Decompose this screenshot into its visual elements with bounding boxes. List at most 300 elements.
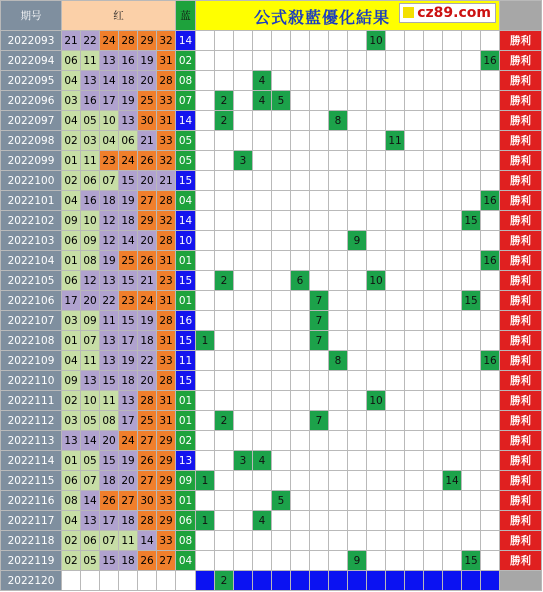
kill-grid-cell: [253, 411, 272, 431]
header-row: [1, 1, 542, 31]
result-badge: 勝利: [500, 291, 542, 311]
kill-grid-cell: [386, 271, 405, 291]
kill-grid-cell: [310, 231, 329, 251]
red-ball-cell: 02: [62, 171, 81, 191]
red-ball-cell: 29: [138, 31, 157, 51]
kill-grid-cell: [405, 171, 424, 191]
kill-grid-cell: [196, 111, 215, 131]
draw-row: [1, 131, 542, 151]
kill-grid-cell: [405, 351, 424, 371]
blue-ball-cell: 02: [176, 431, 196, 451]
kill-grid-cell: [196, 351, 215, 371]
kill-grid-cell: [348, 91, 367, 111]
red-ball-cell: 01: [62, 331, 81, 351]
kill-grid-cell: [291, 531, 310, 551]
kill-grid-cell: [215, 351, 234, 371]
kill-grid-cell: [310, 351, 329, 371]
red-ball-cell: 31: [157, 111, 176, 131]
kill-grid-cell: [367, 411, 386, 431]
red-ball-cell: 04: [62, 511, 81, 531]
kill-grid-cell: [291, 491, 310, 511]
kill-grid-cell: [405, 491, 424, 511]
kill-grid-cell: [253, 191, 272, 211]
red-ball-cell: 18: [100, 191, 119, 211]
kill-grid-cell: [443, 251, 462, 271]
kill-grid-cell: [272, 211, 291, 231]
kill-grid-cell: [481, 511, 500, 531]
kill-grid-cell: [272, 511, 291, 531]
result-badge: 勝利: [500, 51, 542, 71]
kill-grid-cell: [253, 331, 272, 351]
kill-grid-cell: [443, 331, 462, 351]
kill-grid-cell: [386, 151, 405, 171]
kill-grid-cell: [215, 291, 234, 311]
red-ball-cell: 03: [62, 91, 81, 111]
kill-grid-cell: [386, 71, 405, 91]
red-ball-cell: 32: [157, 31, 176, 51]
kill-grid-cell: [405, 151, 424, 171]
period-cell: 2022094: [1, 51, 62, 71]
kill-grid-cell: [367, 531, 386, 551]
period-cell: 2022118: [1, 531, 62, 551]
red-ball-cell: 09: [81, 311, 100, 331]
kill-grid-cell: [234, 211, 253, 231]
draw-row: [1, 431, 542, 451]
red-ball-cell: 23: [100, 151, 119, 171]
draw-row: [1, 271, 542, 291]
kill-grid-cell: [253, 111, 272, 131]
kill-grid-cell: [215, 331, 234, 351]
killed-blue-number: 4: [253, 71, 272, 91]
killed-blue-number: 11: [386, 131, 405, 151]
kill-grid-cell: [329, 51, 348, 71]
killed-blue-number: 4: [253, 451, 272, 471]
period-cell: 2022119: [1, 551, 62, 571]
red-balls-header: 红: [62, 1, 176, 31]
kill-grid-cell: [367, 71, 386, 91]
killed-blue-number: 2: [215, 91, 234, 111]
draw-row: [1, 31, 542, 51]
kill-grid-cell: [443, 191, 462, 211]
killed-blue-number: 1: [196, 471, 215, 491]
period-cell: 2022105: [1, 271, 62, 291]
kill-grid-cell: [329, 131, 348, 151]
kill-grid-cell: [196, 431, 215, 451]
period-cell: 2022099: [1, 151, 62, 171]
red-ball-cell: 13: [100, 351, 119, 371]
kill-grid-cell: [272, 371, 291, 391]
red-ball-cell: 04: [62, 111, 81, 131]
red-ball-cell: 09: [62, 371, 81, 391]
blue-ball-cell: 01: [176, 291, 196, 311]
kill-grid-cell: [310, 191, 329, 211]
kill-grid-cell: [291, 31, 310, 51]
kill-grid-cell: [291, 131, 310, 151]
kill-grid-cell: [443, 91, 462, 111]
kill-grid-cell: [234, 131, 253, 151]
red-ball-cell: 05: [81, 551, 100, 571]
kill-grid-cell: [272, 171, 291, 191]
kill-grid-cell: [462, 371, 481, 391]
kill-grid-cell: [405, 551, 424, 571]
kill-grid-cell: [253, 491, 272, 511]
killed-blue-number: 8: [329, 111, 348, 131]
kill-grid-cell: [310, 391, 329, 411]
kill-grid-cell: [348, 71, 367, 91]
kill-grid-cell: [348, 531, 367, 551]
kill-grid-cell: [348, 251, 367, 271]
kill-grid-cell: [367, 151, 386, 171]
kill-grid-cell: [272, 251, 291, 271]
kill-grid-cell: [405, 51, 424, 71]
kill-grid-cell: [215, 491, 234, 511]
red-ball-cell: 13: [62, 431, 81, 451]
blue-ball-cell: 08: [176, 531, 196, 551]
red-ball-cell: 12: [100, 231, 119, 251]
red-ball-cell: 20: [138, 71, 157, 91]
kill-grid-cell: [196, 91, 215, 111]
kill-grid-cell: [348, 151, 367, 171]
killed-blue-number: 10: [367, 271, 386, 291]
kill-grid-cell: [291, 231, 310, 251]
kill-grid-cell: [405, 391, 424, 411]
kill-grid-cell: [367, 451, 386, 471]
kill-grid-cell: [291, 191, 310, 211]
red-ball-cell: 17: [100, 91, 119, 111]
kill-grid-cell: [462, 471, 481, 491]
kill-grid-cell: [405, 111, 424, 131]
result-badge: 勝利: [500, 451, 542, 471]
kill-grid-cell: [215, 391, 234, 411]
kill-grid-cell: [253, 371, 272, 391]
red-ball-cell: 12: [81, 271, 100, 291]
draw-row: [1, 511, 542, 531]
red-ball-cell: 18: [119, 211, 138, 231]
kill-grid-cell: [386, 251, 405, 271]
red-ball-cell: [138, 571, 157, 591]
page-title: 公式殺藍優化結果: [254, 8, 391, 27]
period-header: 期号: [1, 1, 62, 31]
kill-grid-cell: [367, 371, 386, 391]
red-ball-cell: 05: [81, 451, 100, 471]
kill-grid-cell: [424, 271, 443, 291]
result-header: [500, 1, 542, 31]
result-badge: 勝利: [500, 411, 542, 431]
blue-ball-cell: 01: [176, 391, 196, 411]
kill-grid-cell: [367, 91, 386, 111]
red-ball-cell: 04: [62, 351, 81, 371]
kill-grid-cell: [481, 531, 500, 551]
red-ball-cell: 32: [157, 151, 176, 171]
red-ball-cell: 31: [157, 51, 176, 71]
kill-grid-cell: [386, 91, 405, 111]
kill-grid-cell: [481, 31, 500, 51]
kill-grid-cell: [462, 571, 481, 591]
red-ball-cell: 28: [157, 231, 176, 251]
kill-grid-cell: [462, 251, 481, 271]
blue-ball-cell: 06: [176, 511, 196, 531]
kill-grid-cell: [215, 231, 234, 251]
kill-grid-cell: [215, 51, 234, 71]
kill-grid-cell: [329, 471, 348, 491]
kill-grid-cell: [310, 51, 329, 71]
killed-blue-number: 15: [462, 291, 481, 311]
kill-grid-cell: [367, 111, 386, 131]
red-ball-cell: 03: [62, 311, 81, 331]
kill-grid-cell: [348, 431, 367, 451]
blue-ball-cell: 16: [176, 311, 196, 331]
red-ball-cell: 11: [100, 311, 119, 331]
red-ball-cell: 19: [100, 251, 119, 271]
kill-grid-cell: [424, 251, 443, 271]
red-ball-cell: 06: [119, 131, 138, 151]
red-ball-cell: 01: [62, 251, 81, 271]
kill-grid-cell: [367, 191, 386, 211]
kill-grid-cell: [462, 31, 481, 51]
draw-row: [1, 531, 542, 551]
kill-grid-cell: [215, 551, 234, 571]
red-ball-cell: 16: [119, 51, 138, 71]
kill-grid-cell: [215, 251, 234, 271]
kill-grid-cell: [253, 311, 272, 331]
kill-grid-cell: [310, 531, 329, 551]
red-ball-cell: 29: [157, 511, 176, 531]
kill-grid-cell: [462, 391, 481, 411]
kill-grid-cell: [310, 491, 329, 511]
red-ball-cell: [100, 571, 119, 591]
red-ball-cell: 26: [100, 491, 119, 511]
kill-grid-cell: [424, 511, 443, 531]
result-badge: 勝利: [500, 211, 542, 231]
red-ball-cell: 14: [81, 431, 100, 451]
kill-grid-cell: [462, 331, 481, 351]
kill-grid-cell: [253, 571, 272, 591]
kill-grid-cell: [424, 231, 443, 251]
kill-grid-cell: [405, 131, 424, 151]
red-ball-cell: 19: [138, 311, 157, 331]
kill-grid-cell: [234, 231, 253, 251]
kill-grid-cell: [291, 331, 310, 351]
kill-grid-cell: [234, 471, 253, 491]
red-ball-cell: 23: [157, 271, 176, 291]
red-ball-cell: 21: [138, 271, 157, 291]
kill-grid-cell: [405, 531, 424, 551]
red-ball-cell: 14: [100, 71, 119, 91]
kill-grid-cell: [443, 131, 462, 151]
result-badge: 勝利: [500, 491, 542, 511]
kill-grid-cell: [291, 111, 310, 131]
kill-grid-cell: [405, 251, 424, 271]
kill-grid-cell: [424, 491, 443, 511]
kill-grid-cell: [386, 231, 405, 251]
kill-grid-cell: [462, 191, 481, 211]
killed-blue-number: 5: [272, 491, 291, 511]
kill-grid-cell: [272, 331, 291, 351]
red-ball-cell: 13: [100, 51, 119, 71]
red-ball-cell: 04: [62, 191, 81, 211]
kill-grid-cell: [386, 191, 405, 211]
kill-grid-cell: [348, 491, 367, 511]
kill-grid-cell: [386, 431, 405, 451]
red-ball-cell: 09: [81, 231, 100, 251]
killed-blue-number: 16: [481, 191, 500, 211]
kill-grid-cell: [424, 131, 443, 151]
killed-blue-number: 2: [215, 271, 234, 291]
killed-blue-number: 10: [367, 31, 386, 51]
red-ball-cell: 18: [138, 331, 157, 351]
kill-grid-cell: [424, 111, 443, 131]
kill-grid-cell: [272, 51, 291, 71]
red-ball-cell: 26: [138, 551, 157, 571]
result-badge: 勝利: [500, 431, 542, 451]
kill-grid-cell: [215, 451, 234, 471]
kill-grid-cell: [272, 111, 291, 131]
red-ball-cell: 07: [81, 331, 100, 351]
kill-grid-cell: [386, 331, 405, 351]
kill-grid-cell: [234, 251, 253, 271]
kill-grid-cell: [310, 451, 329, 471]
kill-grid-cell: [424, 411, 443, 431]
red-ball-cell: 22: [100, 291, 119, 311]
period-cell: 2022102: [1, 211, 62, 231]
killed-blue-number: 9: [348, 231, 367, 251]
kill-grid-cell: [329, 231, 348, 251]
result-badge: 勝利: [500, 111, 542, 131]
kill-grid-cell: [443, 371, 462, 391]
kill-grid-cell: [291, 311, 310, 331]
red-ball-cell: 06: [81, 171, 100, 191]
kill-grid-cell: [481, 551, 500, 571]
red-ball-cell: 15: [100, 551, 119, 571]
period-cell: 2022115: [1, 471, 62, 491]
period-cell: 2022113: [1, 431, 62, 451]
kill-grid-cell: [481, 271, 500, 291]
red-ball-cell: 24: [138, 291, 157, 311]
red-ball-cell: 32: [157, 211, 176, 231]
draw-row: [1, 291, 542, 311]
killed-blue-number: 10: [367, 391, 386, 411]
killed-blue-number: 16: [481, 51, 500, 71]
kill-grid-cell: [348, 391, 367, 411]
kill-grid-cell: [424, 31, 443, 51]
result-badge: 勝利: [500, 331, 542, 351]
red-ball-cell: 15: [119, 271, 138, 291]
kill-grid-cell: [272, 231, 291, 251]
red-ball-cell: 12: [100, 211, 119, 231]
red-ball-cell: 05: [81, 111, 100, 131]
kill-grid-cell: [253, 231, 272, 251]
kill-grid-cell: [310, 91, 329, 111]
blue-ball-cell: 04: [176, 191, 196, 211]
kill-grid-cell: [386, 391, 405, 411]
kill-grid-cell: [253, 431, 272, 451]
kill-grid-cell: [386, 111, 405, 131]
kill-grid-cell: [310, 171, 329, 191]
kill-grid-cell: [424, 471, 443, 491]
kill-grid-cell: [291, 451, 310, 471]
kill-grid-cell: [367, 291, 386, 311]
kill-grid-cell: [234, 371, 253, 391]
killed-blue-number: 7: [310, 331, 329, 351]
red-ball-cell: 27: [138, 191, 157, 211]
killed-blue-number: 9: [348, 551, 367, 571]
kill-grid-cell: [253, 351, 272, 371]
kill-grid-cell: [329, 271, 348, 291]
kill-grid-cell: [367, 51, 386, 71]
kill-grid-cell: [196, 131, 215, 151]
red-ball-cell: 28: [157, 311, 176, 331]
kill-grid-cell: [424, 171, 443, 191]
red-ball-cell: 04: [62, 71, 81, 91]
kill-grid-cell: [196, 531, 215, 551]
site-logo[interactable]: [399, 3, 496, 23]
blue-ball-cell: 15: [176, 271, 196, 291]
red-ball-cell: 16: [81, 191, 100, 211]
draw-row: [1, 471, 542, 491]
kill-grid-cell: [424, 311, 443, 331]
kill-grid-cell: [291, 571, 310, 591]
killed-blue-number: 15: [462, 551, 481, 571]
kill-grid-cell: [196, 451, 215, 471]
period-cell: 2022114: [1, 451, 62, 471]
killed-blue-number: 15: [462, 211, 481, 231]
result-badge: 勝利: [500, 391, 542, 411]
kill-grid-cell: [291, 171, 310, 191]
kill-grid-cell: [329, 371, 348, 391]
red-ball-cell: 26: [138, 451, 157, 471]
red-ball-cell: 18: [119, 71, 138, 91]
kill-grid-cell: [481, 331, 500, 351]
kill-grid-cell: [272, 71, 291, 91]
red-ball-cell: 19: [138, 51, 157, 71]
kill-grid-cell: [481, 231, 500, 251]
kill-grid-cell: [348, 191, 367, 211]
red-ball-cell: 27: [119, 491, 138, 511]
blue-ball-header: 蓝: [176, 1, 196, 31]
result-badge: 勝利: [500, 511, 542, 531]
kill-grid-cell: [310, 111, 329, 131]
red-ball-cell: 13: [119, 391, 138, 411]
kill-grid-cell: [253, 551, 272, 571]
kill-grid-cell: [481, 111, 500, 131]
kill-grid-cell: [462, 51, 481, 71]
kill-grid-cell: [367, 231, 386, 251]
kill-grid-cell: [272, 311, 291, 331]
red-ball-cell: 31: [157, 251, 176, 271]
red-ball-cell: 33: [157, 91, 176, 111]
red-ball-cell: 25: [138, 411, 157, 431]
kill-grid-cell: [386, 571, 405, 591]
kill-grid-cell: [405, 471, 424, 491]
kill-grid-cell: [462, 411, 481, 431]
red-ball-cell: [62, 571, 81, 591]
kill-grid-cell: [405, 231, 424, 251]
kill-grid-cell: [443, 351, 462, 371]
draw-row: [1, 191, 542, 211]
killed-blue-number: 2: [215, 111, 234, 131]
red-ball-cell: 23: [119, 291, 138, 311]
kill-grid-cell: [443, 571, 462, 591]
kill-grid-cell: [462, 431, 481, 451]
kill-grid-cell: [234, 51, 253, 71]
kill-grid-cell: [367, 431, 386, 451]
red-ball-cell: 11: [81, 151, 100, 171]
red-ball-cell: 18: [119, 551, 138, 571]
killed-blue-number: 2: [215, 411, 234, 431]
red-ball-cell: 27: [138, 471, 157, 491]
kill-grid-cell: [462, 111, 481, 131]
red-ball-cell: 27: [138, 431, 157, 451]
